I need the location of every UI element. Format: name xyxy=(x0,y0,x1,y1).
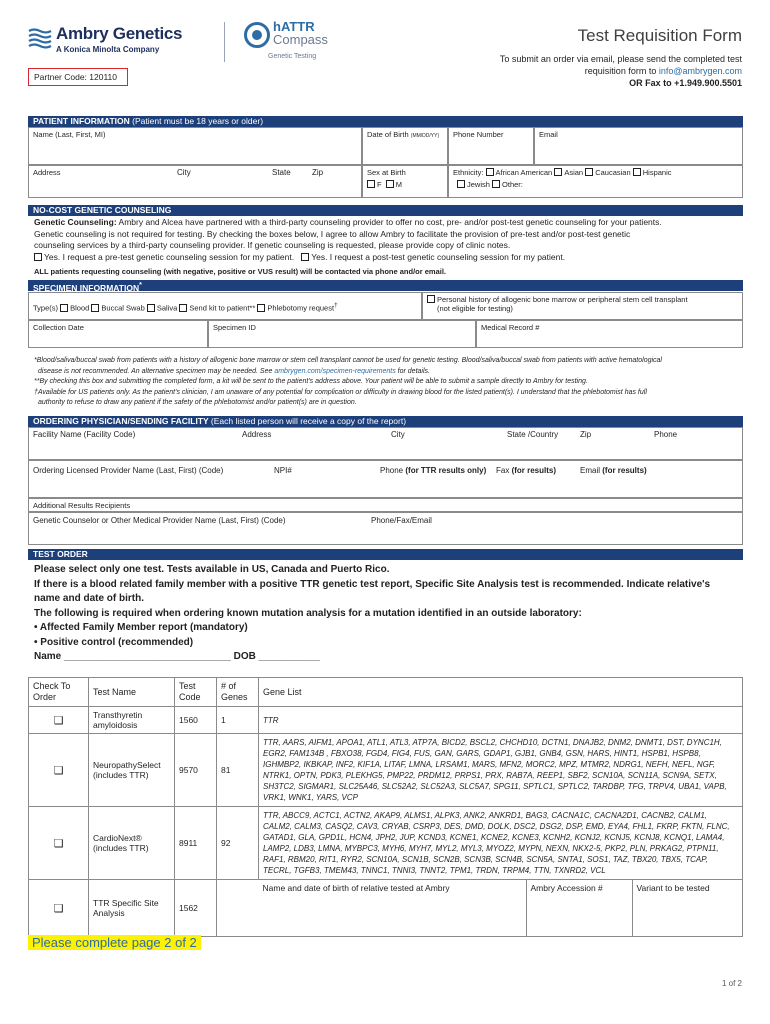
pre-test-checkbox[interactable] xyxy=(34,253,42,261)
email-results-bold: (for results) xyxy=(602,466,647,475)
transplant-checkbox[interactable] xyxy=(427,295,435,303)
table-row xyxy=(29,707,743,734)
submit-email-link[interactable]: info@ambrygen.com xyxy=(658,66,742,76)
dob-field[interactable] xyxy=(362,127,448,165)
phone-field[interactable] xyxy=(448,127,534,165)
test-gene-count: 81 xyxy=(217,734,259,807)
ethnicity-field xyxy=(448,165,743,198)
post-test-checkbox[interactable] xyxy=(301,253,309,261)
page2-note: Please complete page 2 of 2 xyxy=(28,935,201,950)
test-gene-count: 1 xyxy=(217,707,259,734)
test-name: CardioNext® (includes TTR) xyxy=(89,807,175,880)
counseling-text xyxy=(34,217,734,263)
th-num-genes: # of Genes xyxy=(217,678,259,707)
test-order-line2: If there is a blood related family member with a positive TTR genetic test report, Specific Site Analysis test is recommended. Indicate relative's xyxy=(34,578,711,590)
brand-sub: A Konica Minolta Company xyxy=(56,45,160,54)
specimen-type-label: Type(s) xyxy=(33,303,59,313)
test-code: 1562 xyxy=(175,880,217,937)
ssa-variant-label: Variant to be tested xyxy=(636,883,710,893)
npi-label: NPI# xyxy=(274,466,292,475)
email-results-label xyxy=(580,466,647,475)
pre-test-label: Yes. I request a pre-test genetic counseling session for my patient. xyxy=(44,251,295,262)
test-order-line3: name and date of birth. xyxy=(34,593,145,604)
submit-info-line1: To submit an order via email, please send the completed test xyxy=(499,54,742,64)
submit-info-line2 xyxy=(432,65,742,77)
additional-recipients-row xyxy=(28,498,743,512)
patient-bar-note: (Patient must be 18 years or older) xyxy=(132,116,264,126)
fax-results-label xyxy=(496,466,556,475)
logo-area xyxy=(28,19,328,64)
physician-section-bar xyxy=(28,416,743,427)
fax-results-bold: (for results) xyxy=(511,466,557,475)
row-checkbox[interactable]: ❏ xyxy=(29,707,89,734)
eth-hisp-checkbox[interactable] xyxy=(633,168,641,176)
partner-logo-line2: Compass xyxy=(273,32,328,47)
specimen-note2: **By checking this box and submitting the completed form, a kit will be sent to the patient's address above. Your patient will be able to submit a sample directly to Ambry for testing. xyxy=(34,378,588,385)
specimen-requirements-link[interactable]: ambrygen.com/specimen-requirements xyxy=(274,367,396,375)
ssa-accession-label: Ambry Accession # xyxy=(530,883,603,893)
test-genes: TTR xyxy=(259,707,743,734)
counseling-lead: Genetic Counseling: xyxy=(34,217,117,227)
partner-logo-line1: hATTR xyxy=(273,19,315,34)
ambry-wave-icon xyxy=(28,26,52,50)
sex-field xyxy=(362,165,448,198)
kit-label: Send kit to patient** xyxy=(189,303,256,313)
submit-fax: OR Fax to +1.949.900.5501 xyxy=(629,78,742,88)
test-genes: TTR, ABCC9, ACTC1, ACTN2, AKAP9, ALMS1, ALPK3, ANK2, ANKRD1, BAG3, CACNA1C, CACNA2D1, CACNB2, CALM1, CALM2, CALM3, CASQ2, CAV3, CRYAB, CSRP3, DES, DMD, DOLK, DSC2, DSG2, DSP, EMD, EYA4, FHL1, FKRP, FKTN, FLNC, GATAD1, GLA, GPD1L, HCN4, JPH2, JUP, KCND3, KCNE1, KCNE2, KCNE3, KCNH2, KCNJ2, KCNJ5, KCNJ8, KCNQ1, LAMA4, LAMP2, LDB3, LMNA, MYBPC3, MYH6, MYH7, MYL2, MYL3, MYOZ2, MYPN, NEXN, NKX2-5, PKP2, PLN, PRKAG2, PTPN11, RAF1, RBM20, RIT1, RYR2, SCN10A, SCN1B, SCN2B, SCN3B, SCN4B, SCN5A, SNTA1, SOS1, TAZ, TBX20, TBX5, TCAP, TECRL, TGFB3, TMEM43, TNNC1, TNNI3, TNNT2, TPM1, TRDN, TRPM4, TTN, TXNRD2, VCL xyxy=(259,807,743,880)
phone-label: Phone Number xyxy=(453,130,504,139)
eth-cauc-checkbox[interactable] xyxy=(585,168,593,176)
mrn-field[interactable] xyxy=(476,320,743,348)
ethnicity-label: Ethnicity: xyxy=(453,168,484,177)
dob-format: (MM/DD/YY) xyxy=(410,133,440,139)
patient-name-label: Name (Last, First, MI) xyxy=(33,130,106,139)
facility-label: Facility Name (Facility Code) xyxy=(33,430,136,439)
test-order-section-bar: TEST ORDER xyxy=(28,549,743,560)
table-row xyxy=(29,734,743,807)
specimen-note3a: †Available for US patients only. As the patient's clinician, I am unaware of any potential for complication or difficulty in drawing blood for the listed patient(s). I understand that the phlebotomist has full xyxy=(34,388,647,396)
eth-aa-checkbox[interactable] xyxy=(486,168,494,176)
email-field[interactable] xyxy=(534,127,743,165)
test-genes: TTR, AARS, AIFM1, APOA1, ATL1, ATL3, ATP7A, BICD2, BSCL2, CHCHD10, DCTN1, DNAJB2, DNM2, DNMT1, DST, DYNC1H, EGR2, FAM134B , FBXO38, FGD4, FIG4, FUS, GAN, GARS, GDAP1, GJB1, GNB4, GSN, HARS, HINT1, HSPB1, HSPB8, IGHMBP2, IKBKAP, INF2, KIF1A, LITAF, LMNA, LRSAM1, MARS, MFN2, MORC2, MPZ, MTMR2, NDRG1, NEFH, NEFL, NGF, NTRK1, OPTN, PDK3, PLEKHG5, PMP22, PRDM12, PRPS1, PRX, RAB7A, REEP1, SBF2, SCN10A, SCN11A, SCN9A, SETX, SH3TC2, SIGMAR1, SLC25A46, SLC52A2, SLC52A3, SLC5A7, SPG11, SPTLC1, SPTLC2, TARDBP, TFG, TRPV4, UBA1, VAPB, VRK1, WNK1, YARS, VCP xyxy=(259,734,743,807)
email-label: Email xyxy=(539,130,558,139)
physician-bar-title: ORDERING PHYSICIAN/SENDING FACILITY xyxy=(33,416,209,426)
eth-other-checkbox[interactable] xyxy=(492,180,500,188)
blood-checkbox[interactable] xyxy=(60,304,68,312)
transplant-label: Personal history of allogenic bone marrow or peripheral stem cell transplant xyxy=(437,295,688,304)
ssa-fields xyxy=(259,880,743,937)
test-code: 8911 xyxy=(175,807,217,880)
physician-phone-label: Phone xyxy=(654,430,678,439)
collection-date-field[interactable] xyxy=(28,320,208,348)
specimen-id-field[interactable] xyxy=(208,320,476,348)
phlebotomy-label: Phlebotomy request xyxy=(267,303,335,313)
counseling-line1: Ambry and Alcea have partnered with a third-party counseling provider to offer no cost, pre- and/or post-test genetic counseling for your patients. xyxy=(116,217,662,227)
physician-state-label: State /Country xyxy=(507,430,559,439)
specimen-note1b-suffix: for details. xyxy=(395,367,430,375)
physician-bar-note: (Each listed person will receive a copy of the report) xyxy=(210,416,407,426)
address-field[interactable] xyxy=(28,165,362,198)
phlebotomy-sup: † xyxy=(334,302,338,309)
brand-name: Ambry Genetics xyxy=(56,24,183,43)
page-number: 1 of 2 xyxy=(721,979,742,988)
specimen-bar-sup: * xyxy=(139,281,142,289)
eth-aa-label: African American xyxy=(495,168,553,177)
collection-date-label: Collection Date xyxy=(33,323,84,332)
eth-cauc-label: Caucasian xyxy=(595,168,631,177)
partner-logo-sub: Genetic Testing xyxy=(268,53,317,60)
specimen-notes xyxy=(34,356,734,409)
transplant-field xyxy=(422,292,743,320)
submit-info-prefix: requisition form to xyxy=(584,66,659,76)
ssa-relative-label: Name and date of birth of relative tested at Ambry xyxy=(262,883,450,893)
specimen-note1a: *Blood/saliva/buccal swab from patients with a history of allogenic bone marrow or stem cell transplant cannot be used for genetic testing. Blood/saliva/buccal swab from patients with active hematological xyxy=(34,357,662,364)
post-test-label: Yes. I request a post-test genetic counseling session for my patient. xyxy=(311,251,566,262)
blood-label: Blood xyxy=(70,303,90,313)
sex-f-checkbox[interactable] xyxy=(367,180,375,188)
sex-m-label: M xyxy=(395,180,403,189)
phlebotomy-checkbox[interactable] xyxy=(257,304,265,312)
physician-city-label: City xyxy=(391,430,405,439)
specimen-bar-title: SPECIMEN INFORMATION xyxy=(33,282,140,293)
zip-label: Zip xyxy=(312,168,324,177)
test-code: 1560 xyxy=(175,707,217,734)
test-table-header xyxy=(29,678,743,707)
saliva-checkbox[interactable] xyxy=(147,304,155,312)
test-order-line5: • Affected Family Member report (mandatory) xyxy=(34,622,248,633)
patient-name-field[interactable] xyxy=(28,127,362,165)
row-checkbox[interactable]: ❏ xyxy=(29,807,89,880)
logo-divider xyxy=(224,22,225,62)
counseling-note: ALL patients requesting counseling (with negative, positive or VUS result) will be contacted via phone and/or email. xyxy=(34,267,447,276)
phone-results-bold: (for TTR results only) xyxy=(405,466,487,475)
compass-center-icon xyxy=(252,30,262,40)
provider-row[interactable] xyxy=(28,460,743,498)
counselor-contact-label: Phone/Fax/Email xyxy=(371,516,432,525)
test-gene-count: 92 xyxy=(217,807,259,880)
buccal-checkbox[interactable] xyxy=(91,304,99,312)
counseling-line3: counseling services by a third-party counseling provider. If genetic counseling is requested, please provide copy of clinic notes. xyxy=(34,240,511,250)
row-checkbox[interactable]: ❏ xyxy=(29,880,89,937)
table-row xyxy=(29,880,743,937)
specimen-type-field xyxy=(28,292,422,320)
buccal-label: Buccal Swab xyxy=(101,303,145,313)
test-gene-count xyxy=(217,880,259,937)
test-order-line4: The following is required when ordering known mutation analysis for a mutation identified in an outside laboratory: xyxy=(34,607,582,619)
sex-label: Sex at Birth xyxy=(367,168,406,177)
physician-zip-label: Zip xyxy=(580,430,592,439)
th-test-code: Test Code xyxy=(175,678,217,707)
test-order-instructions xyxy=(34,563,739,665)
eth-other-label: Other: xyxy=(502,180,523,189)
counseling-line2: Genetic counseling is not required for testing. By checking the boxes below, I agree to allow Ambry to facilitate the provision of pre-test and/or post-test genetic xyxy=(34,228,631,239)
kit-checkbox[interactable] xyxy=(179,304,187,312)
specimen-note3b: authority to refuse to draw any patient if the safety of the phlebotomist and/or patient(s) are in question. xyxy=(38,399,357,406)
specimen-section-bar xyxy=(28,280,743,291)
eth-hisp-label: Hispanic xyxy=(642,168,672,177)
specimen-id-label: Specimen ID xyxy=(213,323,256,332)
th-gene-list: Gene List xyxy=(259,678,743,707)
name-dob-line[interactable]: Name ______________________________ DOB ___________ xyxy=(34,651,320,662)
th-test-name: Test Name xyxy=(89,678,175,707)
specimen-note1b-prefix: disease is not recommended. An alternative specimen may be needed. See xyxy=(38,367,275,375)
state-label: State xyxy=(272,168,291,177)
sex-m-checkbox[interactable] xyxy=(386,180,394,188)
patient-section-bar xyxy=(28,116,743,127)
email-results-prefix: Email xyxy=(580,466,603,475)
test-order-line6: • Positive control (recommended) xyxy=(34,636,194,648)
ssa-accession-field[interactable] xyxy=(527,880,633,936)
eth-jewish-label: Jewish xyxy=(467,180,490,189)
saliva-label: Saliva xyxy=(156,303,178,313)
eth-jewish-checkbox[interactable] xyxy=(457,180,465,188)
ssa-relative-field[interactable] xyxy=(259,880,527,936)
counseling-section-bar: NO-COST GENETIC COUNSELING xyxy=(28,205,743,216)
row-checkbox[interactable]: ❏ xyxy=(29,734,89,807)
test-order-line1: Please select only one test. Tests available in US, Canada and Puerto Rico. xyxy=(34,564,390,575)
counselor-row[interactable] xyxy=(28,512,743,545)
partner-code: Partner Code: 120110 xyxy=(28,68,128,86)
ssa-variant-field[interactable] xyxy=(633,880,743,936)
submit-info xyxy=(432,53,742,89)
city-label: City xyxy=(177,168,191,177)
test-name: Transthyretin amyloidosis xyxy=(89,707,175,734)
table-row xyxy=(29,807,743,880)
th-check: Check To Order xyxy=(29,678,89,707)
counselor-label: Genetic Counselor or Other Medical Provider Name (Last, First) (Code) xyxy=(33,516,286,525)
test-code: 9570 xyxy=(175,734,217,807)
sex-f-label: F xyxy=(377,180,382,189)
eth-asian-label: Asian xyxy=(564,168,584,177)
page-title: Test Requisition Form xyxy=(577,26,742,45)
test-table xyxy=(28,677,743,937)
test-name: TTR Specific Site Analysis xyxy=(89,880,175,937)
additional-recipients-label: Additional Results Recipients xyxy=(33,501,131,510)
fax-results-prefix: Fax xyxy=(496,466,512,475)
phone-results-label xyxy=(380,466,486,475)
address-label: Address xyxy=(33,168,61,177)
eth-asian-checkbox[interactable] xyxy=(554,168,562,176)
facility-row[interactable] xyxy=(28,427,743,460)
patient-bar-title: PATIENT INFORMATION xyxy=(33,116,130,126)
dob-label: Date of Birth xyxy=(367,130,409,139)
physician-address-label: Address xyxy=(242,430,272,439)
transplant-note: (not eligible for testing) xyxy=(437,304,513,313)
phone-results-prefix: Phone xyxy=(380,466,406,475)
test-name: NeuropathySelect (includes TTR) xyxy=(89,734,175,807)
provider-label: Ordering Licensed Provider Name (Last, First) (Code) xyxy=(33,466,224,475)
mrn-label: Medical Record # xyxy=(481,323,540,332)
